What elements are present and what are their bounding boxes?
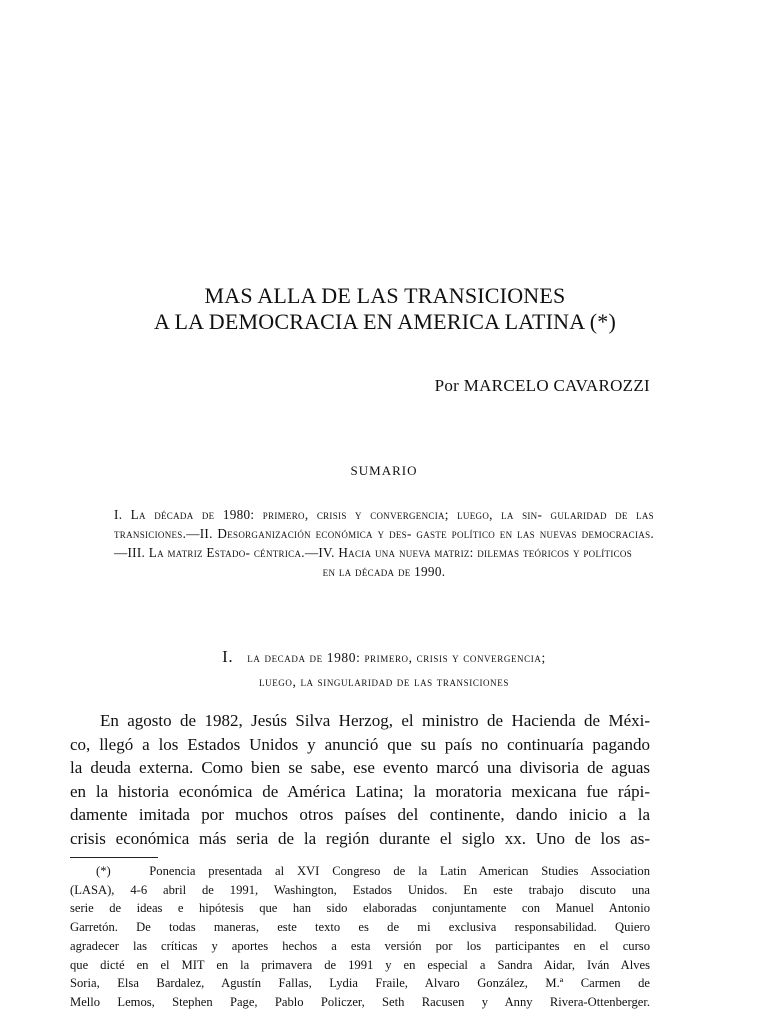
body-line: En agosto de 1982, Jesús Silva Herzog, el ministro de Hacienda de Méxi- — [100, 711, 650, 730]
section-title-line-2: luego, la singularidad de las transiciones — [259, 674, 509, 689]
footnote-line: Garretón. De todas maneras, este texto es de mi exclusiva responsabilidad. Quiero — [70, 920, 650, 935]
footnote-divider — [70, 857, 158, 858]
sumario-line: céntrica.—IV. Hacia una nueva matriz: dilemas teóricos y políticos — [253, 545, 633, 560]
body-line: co, llegó a los Estados Unidos y anunció que su país no continuaría pagando — [70, 734, 650, 754]
body-line: damente imitada por muchos otros países del continente, dando inicio a la — [70, 805, 650, 825]
section-title-line-1: la decada de 1980: primero, crisis y convergencia; — [247, 650, 546, 665]
title-line-1: MAS ALLA DE LAS TRANSICIONES — [204, 283, 566, 308]
footnote-line: Soria, Elsa Bardalez, Agustín Fallas, Lydia Fraile, Alvaro González, M.ª Carmen de — [70, 976, 650, 991]
footnote-line: agradecer las críticas y aportes hechos a esta versión por los participantes en el curso — [70, 938, 650, 953]
footnote-line: que dicté en el MIT en la primavera de 1991 y en especial a Sandra Aidar, Iván Alves — [70, 957, 650, 972]
sumario-line: gaste político en las nuevas democracias.—III. La matriz Estado- — [114, 526, 654, 560]
body-paragraph — [70, 709, 650, 851]
article-title — [60, 283, 710, 335]
body-line: en la historia económica de América Latina; la moratoria mexicana fue rápi- — [70, 781, 650, 801]
sumario-text — [114, 505, 654, 581]
footnote-marker: (*) — [96, 864, 111, 878]
body-line: la deuda externa. Como bien se sabe, ese evento marcó una divisoria de aguas — [70, 758, 650, 778]
section-number: I. — [222, 647, 234, 666]
section-heading — [0, 645, 768, 694]
footnote-line — [70, 862, 650, 881]
sumario-line: en la década de 1990. — [322, 564, 446, 579]
footnote-line: (LASA), 4-6 abril de 1991, Washington, Estados Unidos. En este trabajo discuto una — [70, 882, 650, 897]
footnote-line-text: Ponencia presentada al XVI Congreso de la Latin American Studies Association — [149, 864, 650, 878]
sumario-line: gularidad de las transiciones.—II. Desorganización económica y des- — [114, 507, 654, 541]
sumario-line: I. La década de 1980: primero, crisis y convergencia; luego, la sin- — [114, 507, 543, 522]
sumario-heading: SUMARIO — [350, 463, 418, 478]
title-line-2: A LA DEMOCRACIA EN AMERICA LATINA (*) — [153, 309, 617, 334]
footnote-line: serie de ideas e hipótesis que han sido elaboradas conjuntamente con Manuel Antonio — [70, 901, 650, 916]
footnote — [70, 862, 650, 1012]
footnote-line: Mello Lemos, Stephen Page, Pablo Policzer, Seth Racusen y Anny Rivera-Ottenberger. — [70, 994, 650, 1009]
author-byline: Por MARCELO CAVAROZZI — [434, 376, 650, 395]
body-line: crisis económica más seria de la región durante el siglo xx. Uno de los as- — [70, 828, 650, 848]
